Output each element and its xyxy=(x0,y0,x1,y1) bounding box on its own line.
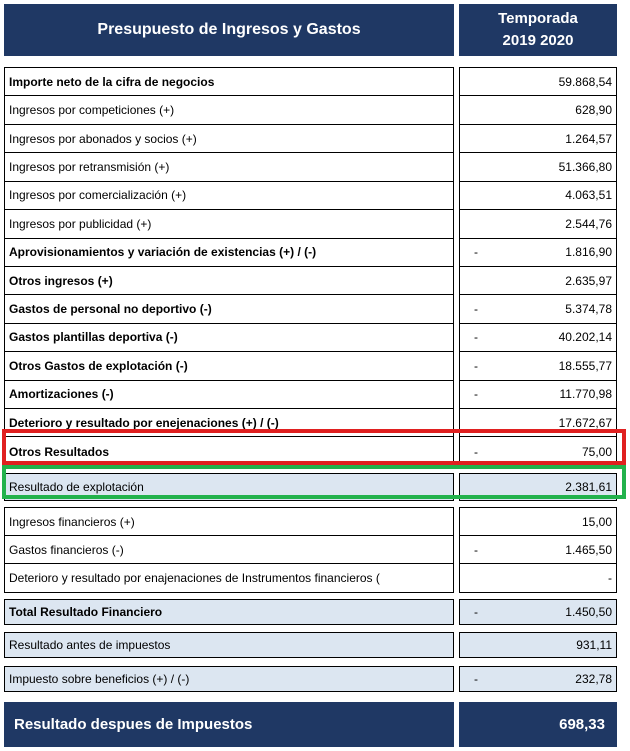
row-label: Ingresos por retransmisión (+) xyxy=(9,159,170,174)
row-value: 628,90 xyxy=(575,103,612,118)
row-sign: - xyxy=(474,330,478,345)
table-title: Presupuesto de Ingresos y Gastos xyxy=(97,21,361,38)
resultado-explotacion-label: Resultado de explotación xyxy=(9,480,144,494)
section-1-values xyxy=(459,67,617,467)
row-value: 75,00 xyxy=(581,444,612,459)
row-value: 1.264,57 xyxy=(565,131,612,146)
table-row xyxy=(5,409,453,437)
final-result-label-cell xyxy=(4,702,454,747)
table-row-value xyxy=(460,437,616,465)
row-sign: - xyxy=(474,358,478,373)
row-value: 17.672,67 xyxy=(558,415,612,430)
row-label: Otros Resultados xyxy=(9,444,110,459)
row-label: Ingresos por comercialización (+) xyxy=(9,188,187,203)
table-row xyxy=(5,295,453,323)
row-label: Ingresos por competiciones (+) xyxy=(9,103,175,118)
row-value: 1.816,90 xyxy=(565,245,612,260)
section-2-labels xyxy=(4,507,454,593)
table-row-value xyxy=(460,352,616,380)
row-label: Gastos de personal no deportivo (-) xyxy=(9,302,212,317)
section-2-values xyxy=(459,507,617,593)
impuesto-label: Impuesto sobre beneficios (+) / (-) xyxy=(9,672,190,686)
table-row-value xyxy=(460,210,616,238)
row-value: 51.366,80 xyxy=(558,159,612,174)
table-row xyxy=(5,153,453,181)
table-row xyxy=(5,381,453,409)
table-row-value xyxy=(460,508,616,536)
table-row xyxy=(5,68,453,96)
final-result-value-cell xyxy=(459,702,617,747)
table-row-value xyxy=(460,295,616,323)
section-1-labels xyxy=(4,67,454,467)
season-years: 2019 2020 xyxy=(502,32,574,49)
table-row-value xyxy=(460,324,616,352)
antes-impuestos-value-cell xyxy=(459,632,617,658)
final-result-value: 698,33 xyxy=(559,716,605,733)
row-label: Gastos financieros (-) xyxy=(9,542,124,557)
row-value: 4.063,51 xyxy=(565,188,612,203)
resultado-explotacion-value-cell xyxy=(459,473,617,501)
resultado-explotacion-value: 2.381,61 xyxy=(565,480,612,494)
table-row-value xyxy=(460,125,616,153)
table-row-value xyxy=(460,409,616,437)
row-value: 18.555,77 xyxy=(558,358,612,373)
final-result-label: Resultado despues de Impuestos xyxy=(14,716,253,733)
row-value: 11.770,98 xyxy=(559,387,612,402)
table-row xyxy=(5,536,453,564)
row-value: 2.635,97 xyxy=(565,273,612,288)
row-value: 1.465,50 xyxy=(565,542,612,557)
table-row-value xyxy=(460,536,616,564)
table-row xyxy=(5,125,453,153)
row-label: Gastos plantillas deportiva (-) xyxy=(9,330,178,345)
row-value: 59.868,54 xyxy=(558,74,612,89)
total-financiero-value: 1.450,50 xyxy=(565,605,612,619)
row-label: Ingresos por publicidad (+) xyxy=(9,216,152,231)
table-row-value xyxy=(460,381,616,409)
row-label: Importe neto de la cifra de negocios xyxy=(9,74,215,89)
row-value: 5.374,78 xyxy=(565,302,612,317)
season-label: Temporada xyxy=(498,10,578,27)
row-label: Deterioro y resultado por enajenaciones de Instrumentos financieros ( xyxy=(9,571,380,585)
table-row xyxy=(5,210,453,238)
row-sign: - xyxy=(474,302,478,317)
row-label: Ingresos financieros (+) xyxy=(9,514,135,529)
row-label: Deterioro y resultado por enejenaciones (+) / (-) xyxy=(9,415,279,430)
table-row xyxy=(5,96,453,124)
table-row-value xyxy=(460,182,616,210)
row-value: 2.544,76 xyxy=(565,216,612,231)
table-row xyxy=(5,182,453,210)
table-row xyxy=(5,352,453,380)
impuesto-value-cell xyxy=(459,666,617,692)
row-label: Ingresos por abonados y socios (+) xyxy=(9,131,197,146)
antes-impuestos-value: 931,11 xyxy=(576,638,612,652)
total-financiero-sign: - xyxy=(474,605,478,619)
table-row xyxy=(5,564,453,592)
impuesto-sign: - xyxy=(474,672,478,686)
antes-impuestos-label-cell xyxy=(4,632,454,658)
row-label: Otros Gastos de explotación (-) xyxy=(9,358,188,373)
resultado-explotacion-label-cell xyxy=(4,473,454,501)
row-value: 15,00 xyxy=(581,514,612,529)
table-title-header xyxy=(4,4,454,56)
table-row-value xyxy=(460,96,616,124)
season-header xyxy=(459,4,617,56)
table-row-value xyxy=(460,68,616,96)
table-row xyxy=(5,267,453,295)
impuesto-value: 232,78 xyxy=(575,672,612,686)
row-label: Amortizaciones (-) xyxy=(9,387,114,402)
total-financiero-label: Total Resultado Financiero xyxy=(9,605,163,619)
table-row xyxy=(5,239,453,267)
table-row xyxy=(5,508,453,536)
table-row-value xyxy=(460,239,616,267)
row-label: Aprovisionamientos y variación de existencias (+) / (-) xyxy=(9,245,317,260)
total-financiero-label-cell xyxy=(4,599,454,625)
table-row xyxy=(5,437,453,465)
table-row-value xyxy=(460,267,616,295)
row-sign: - xyxy=(474,444,478,459)
row-sign: - xyxy=(474,245,478,260)
total-financiero-value-cell xyxy=(459,599,617,625)
table-row-value xyxy=(460,564,616,592)
table-row xyxy=(5,324,453,352)
row-label: Otros ingresos (+) xyxy=(9,273,113,288)
row-value: 40.202,14 xyxy=(558,330,612,345)
impuesto-label-cell xyxy=(4,666,454,692)
table-row-value xyxy=(460,153,616,181)
row-sign: - xyxy=(474,387,478,402)
antes-impuestos-label: Resultado antes de impuestos xyxy=(9,638,171,652)
row-value: - xyxy=(608,571,612,585)
row-sign: - xyxy=(474,542,478,557)
